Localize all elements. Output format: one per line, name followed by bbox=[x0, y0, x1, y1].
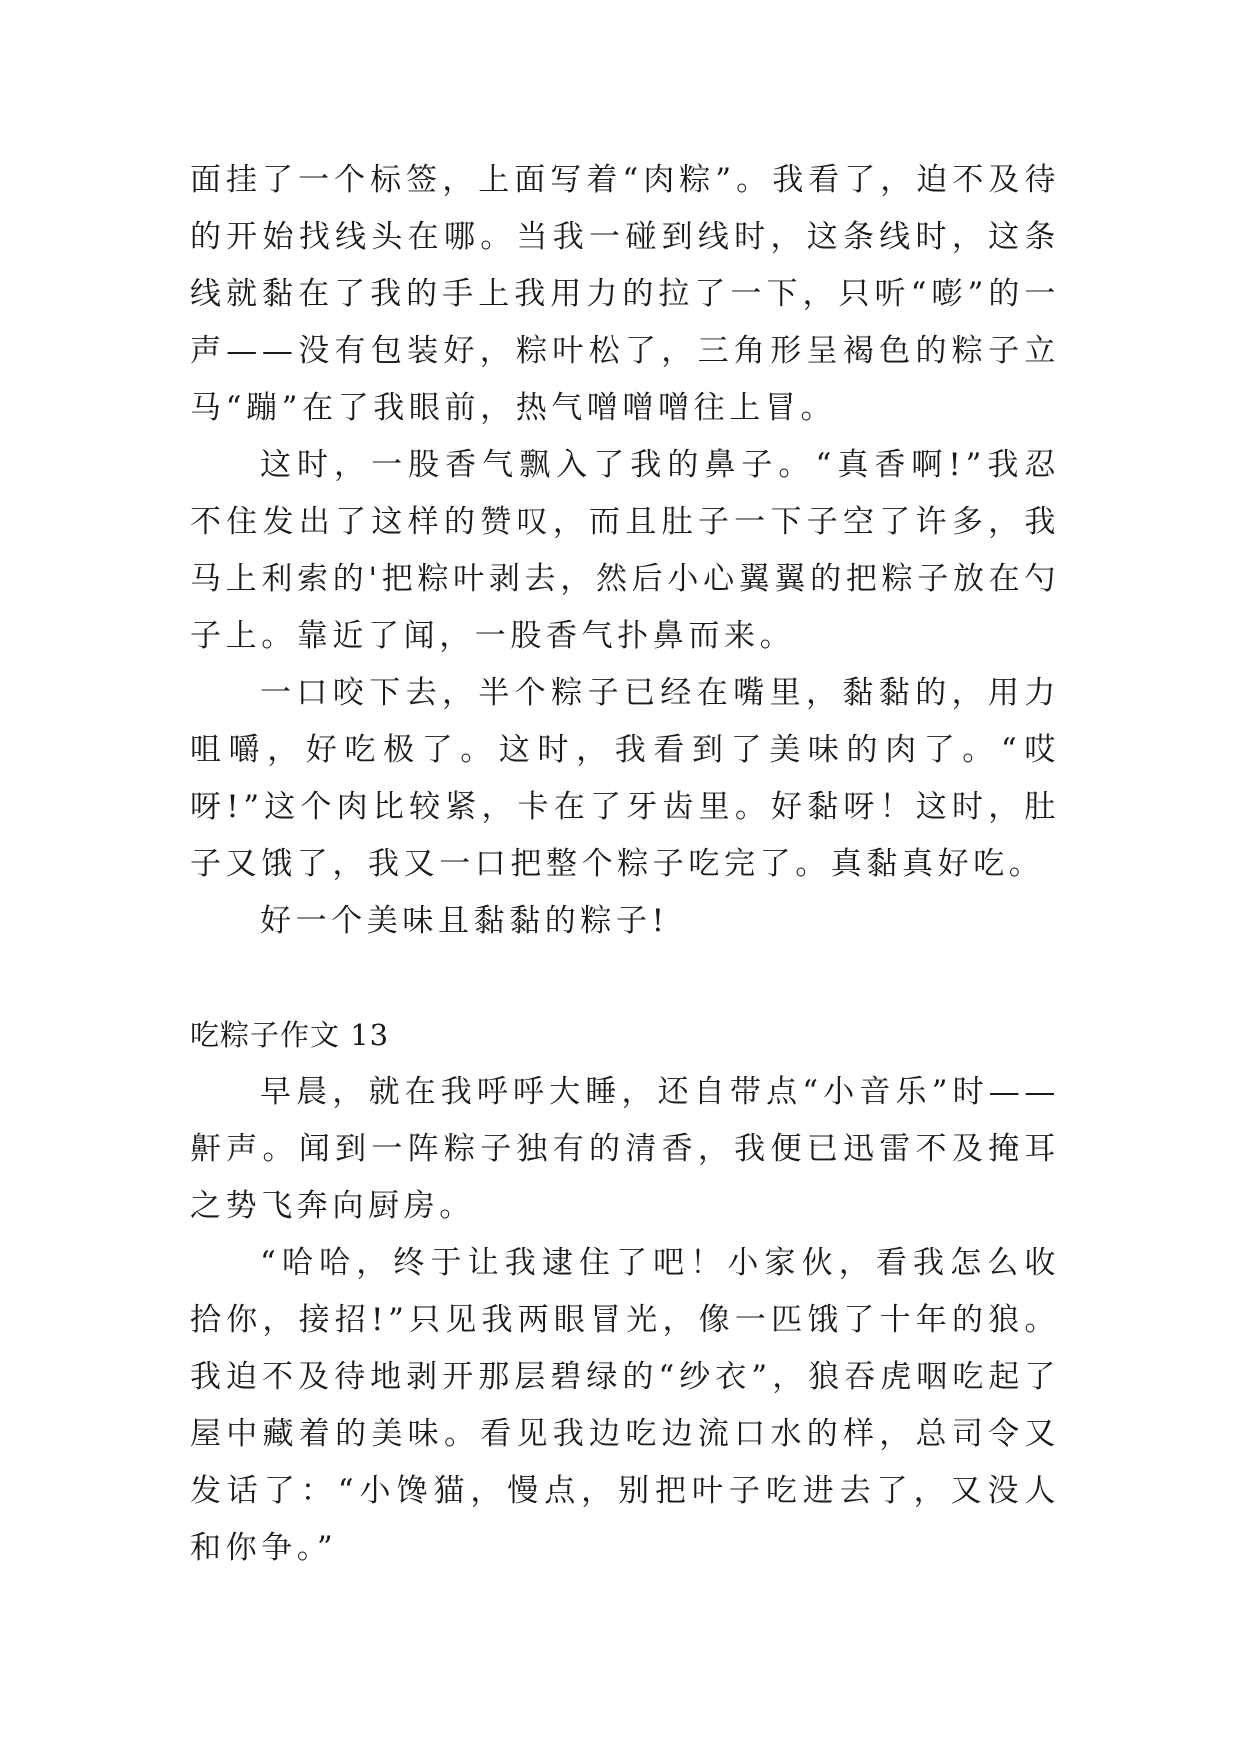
essay-heading: 吃粽子作文 13 bbox=[190, 1018, 390, 1052]
paragraph: 这时，一股香气飘入了我的鼻子。“真香啊!”我忍不住发出了这样的赞叹，而且肚子一下子空了许多，我马上利索的'把粽叶剥去，然后小心翼翼的把粽子放在勺子上。靠近了闻，一股香气扑鼻而来。 bbox=[190, 447, 1060, 654]
section-spacer bbox=[190, 950, 1060, 1007]
paragraph: 好一个美味且黏黏的粽子! bbox=[260, 903, 669, 939]
paragraph: 一口咬下去，半个粽子已经在嘴里，黏黏的，用力咀嚼，好吃极了。这时，我看到了美味的肉了。“哎呀!”这个肉比较紧，卡在了牙齿里。好黏呀！这时，肚子又饿了，我又一口把整个粽子吃完了。真黏真好吃。 bbox=[190, 675, 1060, 882]
paragraph: “哈哈，终于让我逮住了吧！小家伙，看我怎么收拾你，接招!”只见我两眼冒光，像一匹饿了十年的狼。我迫不及待地剥开那层碧绿的“纱衣”，狼吞虎咽吃起了屋中藏着的美味。看见我边吃边流口水的样，总司令又发话了：“小馋猫，慢点，别把叶子吃进去了，又没人和你争。” bbox=[190, 1245, 1060, 1566]
paragraph: 早晨，就在我呼呼大睡，还自带点“小音乐”时——鼾声。闻到一阵粽子独有的清香，我便已迅雷不及掩耳之势飞奔向厨房。 bbox=[190, 1074, 1060, 1224]
paragraph-continued: 面挂了一个标签，上面写着“肉粽”。我看了，迫不及待的开始找线头在哪。当我一碰到线时，这条线时，这条线就黏在了我的手上我用力的拉了一下，只听“嘭”的一声——没有包装好，粽叶松了，三角形呈褐色的粽子立马“蹦”在了我眼前，热气噌噌噌往上冒。 bbox=[190, 162, 1060, 426]
document-body bbox=[190, 152, 1060, 1577]
